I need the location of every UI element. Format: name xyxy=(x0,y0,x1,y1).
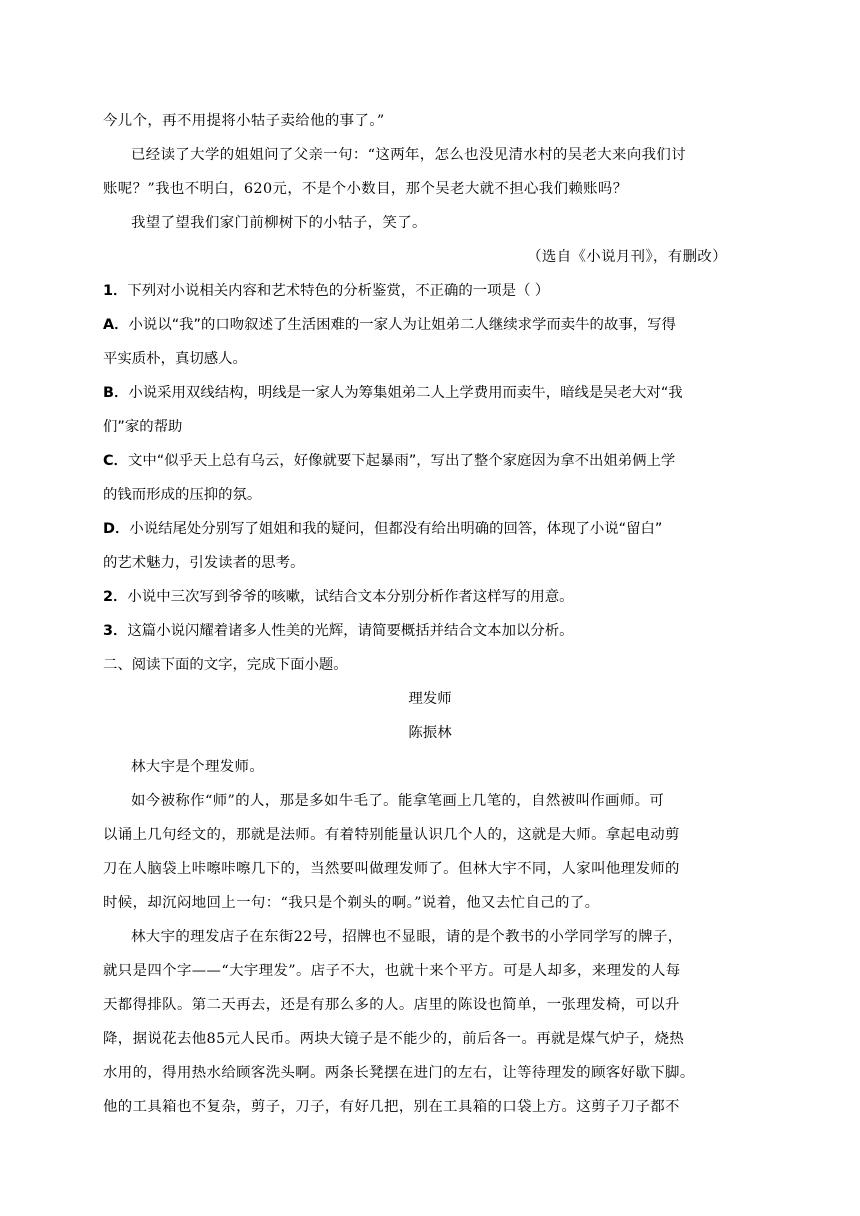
story-line: 已经读了大学的姐姐问了父亲一句：“这两年，怎么也没见清水村的吴老大来向我们讨 xyxy=(131,147,687,163)
story-title: 理发师 xyxy=(408,691,452,707)
question-text: 这篇小说闪耀着诸多人性美的光辉，请简要概括并结合文本加以分析。 xyxy=(127,623,574,639)
paragraph-line: 降，据说花去他85元人民币。两块大镜子是不能少的，前后各一。再就是煤气炉子，烧热 xyxy=(103,1031,685,1047)
question-number: 2． xyxy=(103,589,128,605)
paragraph-line: 刀在人脑袋上咔嚓咔嚓几下的，当然要叫做理发师了。但林大宇不同，人家叫他理发师的 xyxy=(103,861,680,877)
paragraph-line: 如今被称作“师”的人，那是多如牛毛了。能拿笔画上几笔的，自然被叫作画师。可 xyxy=(131,793,665,809)
option-a-cont: 平实质朴，真切感人。 xyxy=(103,351,247,367)
story-line: 账呢？”我也不明白，620元，不是个小数目，那个吴老大就不担心我们赖账吗？ xyxy=(103,181,628,197)
paragraph-line: 时候，却沉闷地回上一句：“我只是个剃头的啊。”说着，他又去忙自己的了。 xyxy=(103,895,600,911)
option-a xyxy=(103,308,823,342)
paragraph-line: 就只是四个字——“大宇理发”。店子不大，也就十来个平方。可是人却多，来理发的人每 xyxy=(103,963,681,979)
paragraph-line: 他的工具箱也不复杂，剪子，刀子，有好几把，别在工具箱的口袋上方。这剪子刀子都不 xyxy=(103,1099,680,1115)
option-text: 小说以“我”的口吻叙述了生活困难的一家人为让姐弟二人继续求学而卖牛的故事，写得 xyxy=(128,317,676,333)
option-letter: D． xyxy=(103,521,130,537)
section-heading: 二、阅读下面的文字，完成下面小题。 xyxy=(103,657,348,673)
story-line: 我望了望我们家门前柳树下的小牯子，笑了。 xyxy=(131,215,427,231)
paragraph-line: 天都得排队。第二天再去，还是有那么多的人。店里的陈设也简单，一张理发椅，可以升 xyxy=(103,997,680,1013)
question-stem: 下列对小说相关内容和艺术特色的分析鉴赏，不正确的一项是（ ） xyxy=(127,283,550,299)
paragraph-line: 以诵上几句经文的，那就是法师。有着特别能量认识几个人的，这就是大师。拿起电动剪 xyxy=(103,827,680,843)
option-b xyxy=(103,376,823,410)
option-letter: B． xyxy=(103,385,129,401)
option-d xyxy=(103,512,823,546)
question-2 xyxy=(103,580,823,614)
option-letter: C． xyxy=(103,453,128,469)
question-number: 1． xyxy=(103,283,128,299)
option-text: 小说结尾处分别写了姐姐和我的疑问，但都没有给出明确的回答，体现了小说“留白” xyxy=(129,521,663,537)
option-text: 文中“似乎天上总有乌云，好像就要下起暴雨”，写出了整个家庭因为拿不出姐弟俩上学 xyxy=(127,453,676,469)
question-text: 小说中三次写到爷爷的咳嗽，试结合文本分别分析作者这样写的用意。 xyxy=(127,589,574,605)
story-author: 陈振林 xyxy=(408,725,452,741)
option-d-cont: 的艺术魅力，引发读者的思考。 xyxy=(103,555,305,571)
story-line: 今儿个，再不用提将小牯子卖给他的事了。” xyxy=(103,113,385,129)
source-note: （选自《小说月刊》，有删改） xyxy=(527,249,727,265)
paragraph-line: 林大宇的理发店子在东街22号，招牌也不显眼，请的是个教书的小学同学写的牌子， xyxy=(131,929,683,945)
option-b-cont: 们”家的帮助 xyxy=(103,419,183,435)
question-1 xyxy=(103,274,823,308)
paragraph-line: 水用的，得用热水给顾客洗头啊。两条长凳摆在进门的左右，让等待理发的顾客好歇下脚。 xyxy=(103,1065,695,1081)
option-c-cont: 的钱而形成的压抑的氛。 xyxy=(103,487,262,503)
option-letter: A． xyxy=(103,317,129,333)
paragraph-line: 林大宇是个理发师。 xyxy=(131,759,265,775)
option-c xyxy=(103,444,823,478)
option-text: 小说采用双线结构，明线是一家人为筹集姐弟二人上学费用而卖牛，暗线是吴老大对“我 xyxy=(128,385,683,401)
question-number: 3． xyxy=(103,623,128,639)
question-3 xyxy=(103,614,823,648)
